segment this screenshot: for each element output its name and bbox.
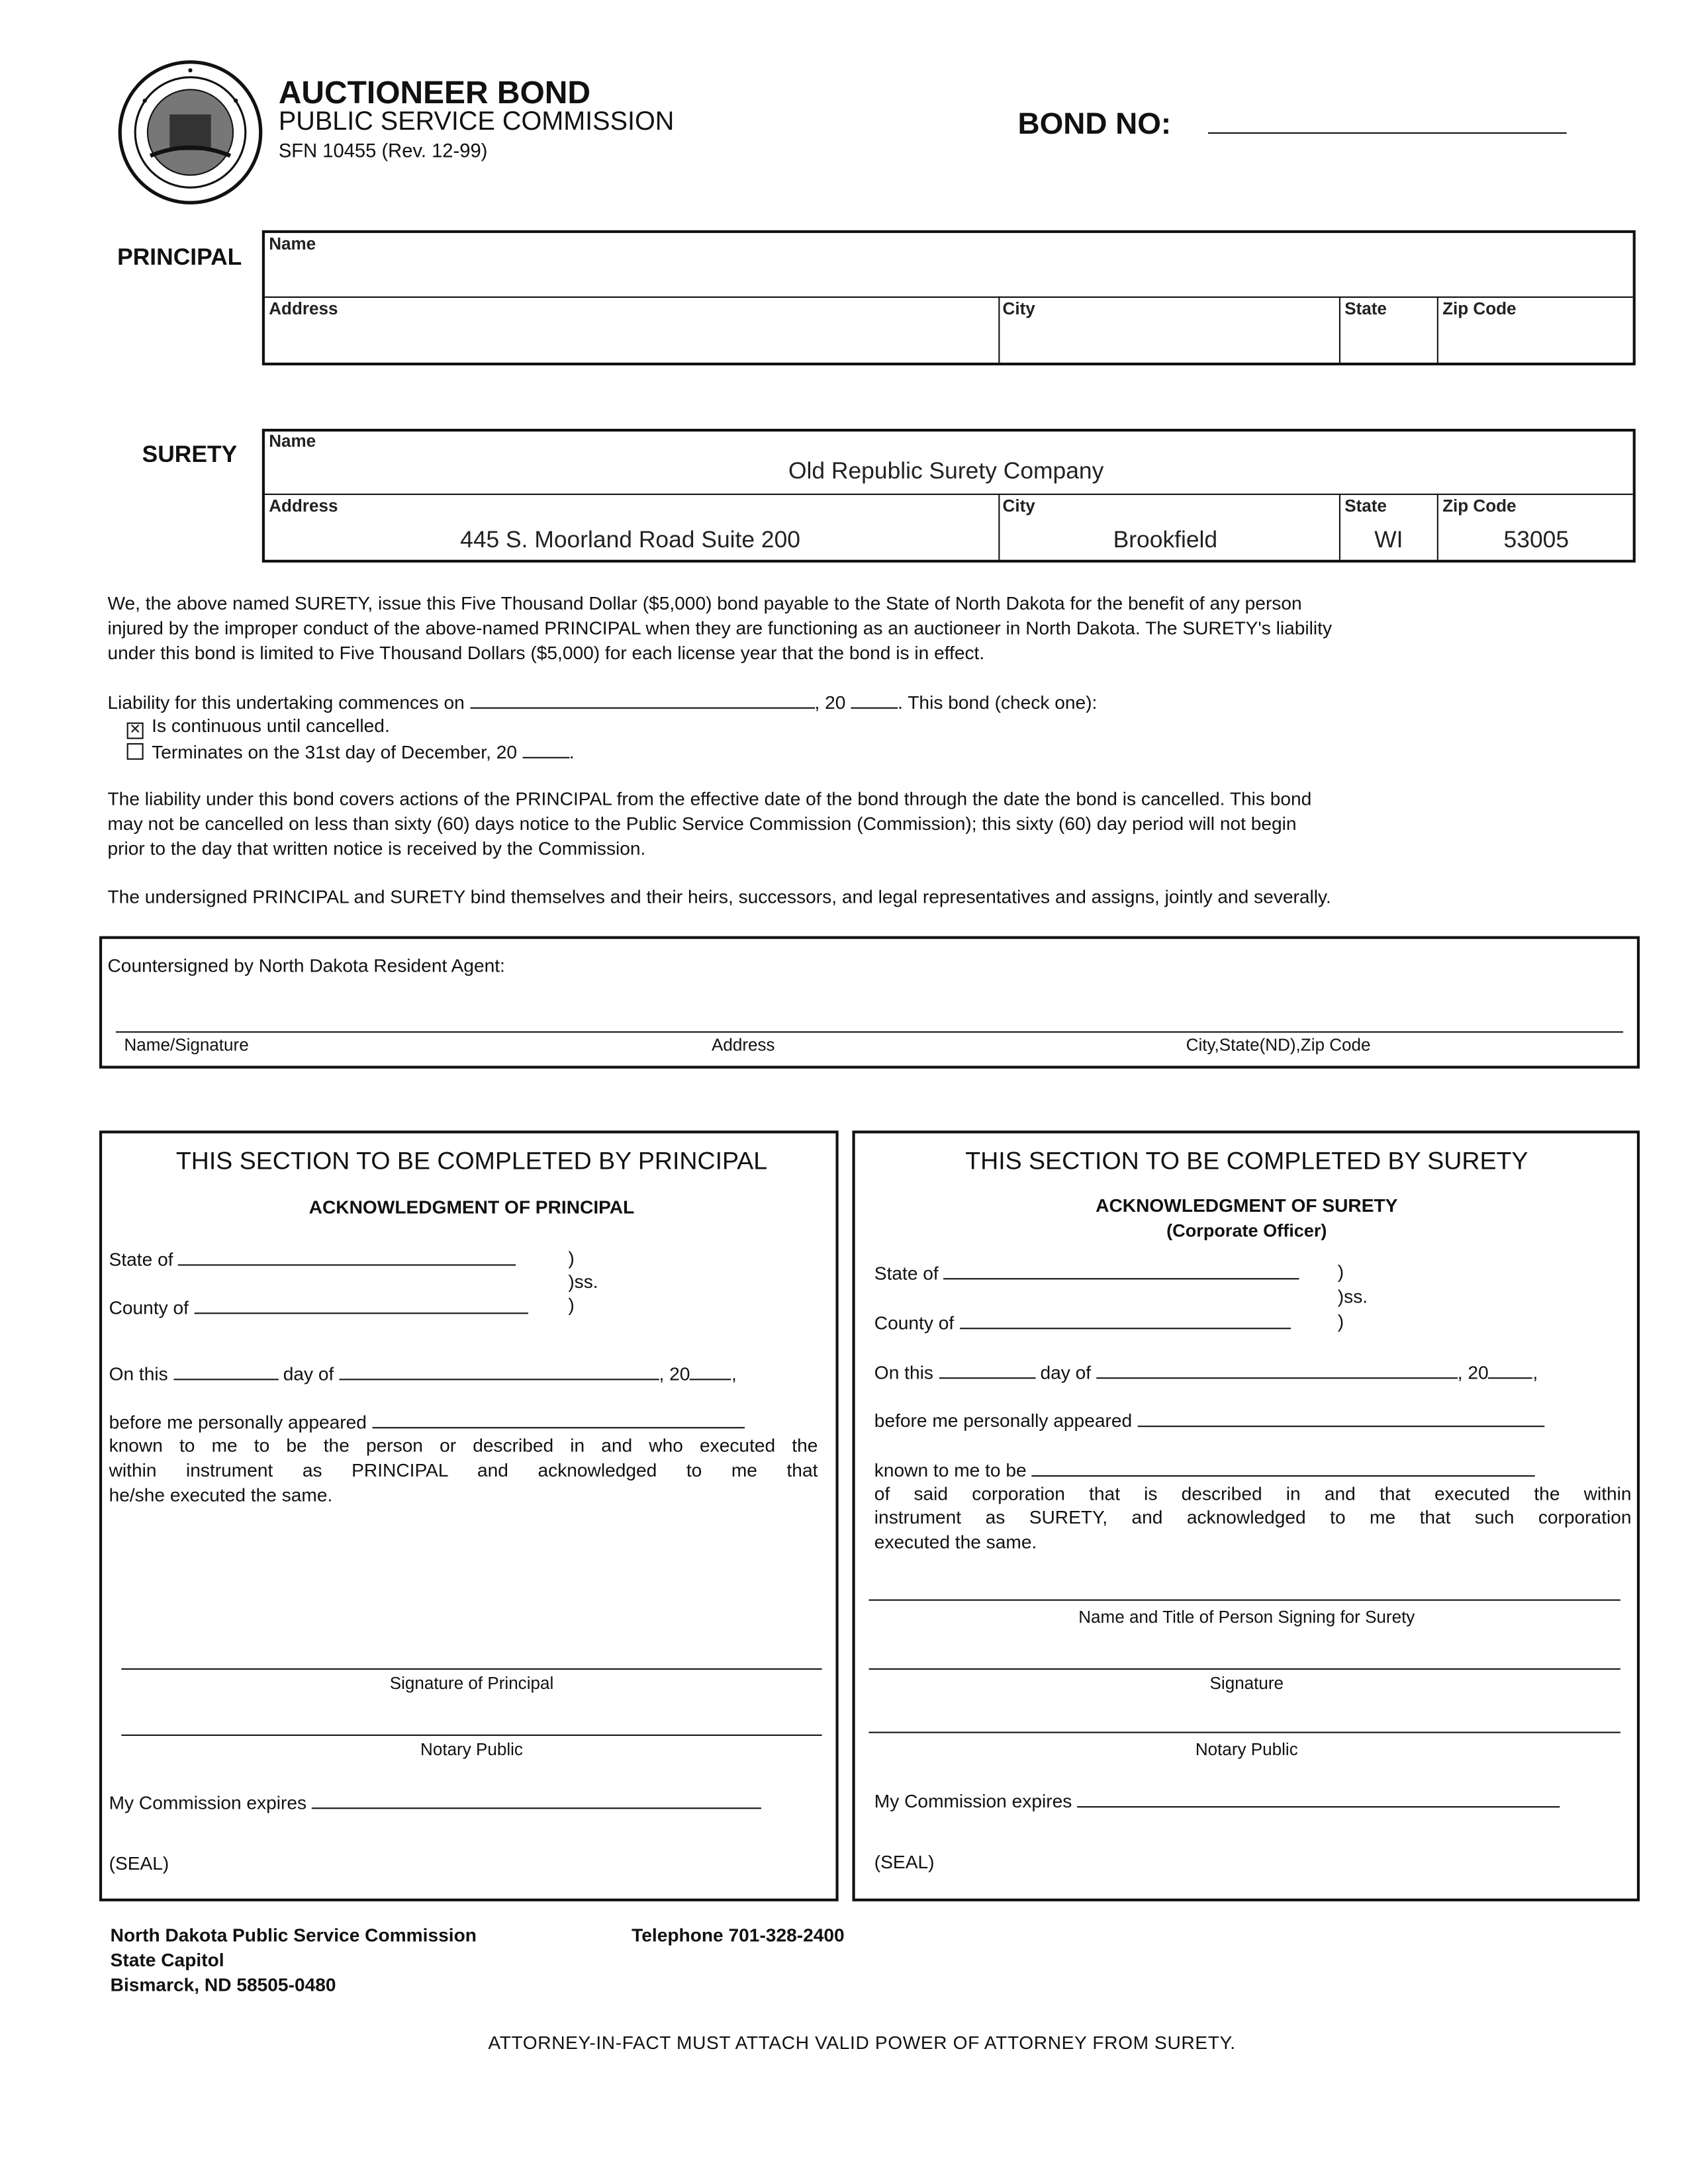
bond-no-field[interactable] bbox=[1208, 111, 1567, 134]
cancellation-terms-line-3: prior to the day that written notice is received by the Commission. bbox=[107, 838, 646, 859]
surety-state-of-field[interactable] bbox=[944, 1261, 1299, 1279]
day-of-label: day of bbox=[1040, 1362, 1092, 1383]
surety-seal-label: (SEAL) bbox=[874, 1851, 935, 1873]
principal-day-field[interactable] bbox=[173, 1362, 278, 1380]
principal-known-line-2: within instrument as PRINCIPAL and acknowledged to me that bbox=[109, 1460, 818, 1481]
surety-corp-line-2: instrument as SURETY, and acknowledged to me that such corporation bbox=[874, 1507, 1632, 1528]
surety-state-of bbox=[874, 1261, 1299, 1283]
commission-label: My Commission expires bbox=[109, 1792, 307, 1813]
principal-county-of bbox=[109, 1296, 528, 1318]
form-number: SFN 10455 (Rev. 12-99) bbox=[278, 139, 488, 161]
bond-terms-line-3: under this bond is limited to Five Thousand Dollars ($5,000) for each license year that the bond is in effect. bbox=[107, 642, 985, 664]
surety-ack-heading: ACKNOWLEDGMENT OF SURETY bbox=[1096, 1195, 1398, 1216]
surety-county-of bbox=[874, 1311, 1290, 1333]
surety-state-field[interactable]: WI bbox=[1374, 526, 1403, 553]
principal-address-label: Address bbox=[269, 299, 338, 319]
commission-label: My Commission expires bbox=[874, 1791, 1072, 1812]
principal-name-label: Name bbox=[269, 234, 316, 254]
principal-appeared-field[interactable] bbox=[372, 1410, 744, 1428]
year-prefix: , 20 bbox=[659, 1363, 690, 1385]
liability-suffix: . This bond (check one): bbox=[898, 692, 1098, 713]
liability-commence-line bbox=[107, 691, 1097, 713]
paren: ) bbox=[568, 1295, 575, 1316]
surety-signature-line[interactable] bbox=[868, 1668, 1620, 1670]
principal-signature-label: Signature of Principal bbox=[389, 1674, 554, 1694]
surety-city-label: City bbox=[1002, 496, 1035, 516]
surety-notary-label: Notary Public bbox=[1195, 1740, 1298, 1760]
surety-label: SURETY bbox=[142, 441, 238, 468]
state-of-label: State of bbox=[874, 1263, 939, 1284]
principal-year-field[interactable] bbox=[690, 1362, 731, 1380]
surety-section-heading: THIS SECTION TO BE COMPLETED BY SURETY bbox=[965, 1147, 1528, 1175]
cancellation-terms-line-2: may not be cancelled on less than sixty (60) days notice to the Public Service Commission (Commission); this sixty (60) day period will not begin bbox=[107, 813, 1297, 835]
paren: ) bbox=[1337, 1261, 1344, 1283]
surety-state-label: State bbox=[1344, 496, 1387, 516]
principal-commission-field[interactable] bbox=[312, 1791, 761, 1809]
surety-notary-line[interactable] bbox=[868, 1732, 1620, 1733]
surety-city-field[interactable]: Brookfield bbox=[1113, 526, 1218, 553]
surety-officer-title-field[interactable] bbox=[1032, 1459, 1535, 1477]
principal-notary-label: Notary Public bbox=[420, 1740, 523, 1760]
liability-year-prefix: , 20 bbox=[814, 692, 846, 713]
surety-corp-line-3: executed the same. bbox=[874, 1531, 1037, 1553]
bond-terms-line-2: injured by the improper conduct of the above-named PRINCIPAL when they are functioning as an auctioneer in North Dakota. The SURETY's liability bbox=[107, 617, 1333, 639]
principal-zip-label: Zip Code bbox=[1442, 299, 1517, 319]
surety-info-box bbox=[262, 429, 1636, 563]
appeared-label: before me personally appeared bbox=[109, 1412, 367, 1433]
countersign-address-label: Address bbox=[711, 1035, 775, 1055]
terminates-checkbox[interactable] bbox=[127, 743, 144, 760]
paren: ) bbox=[568, 1248, 575, 1269]
surety-name-label: Name bbox=[269, 432, 316, 451]
paren: ) bbox=[1337, 1311, 1344, 1332]
known-to-be-label: known to me to be bbox=[874, 1460, 1027, 1481]
on-this-label: On this bbox=[109, 1363, 168, 1385]
principal-appeared-line bbox=[109, 1410, 745, 1432]
principal-info-box bbox=[262, 230, 1636, 365]
surety-commission-line bbox=[874, 1790, 1560, 1811]
footer-address-2: Bismarck, ND 58505-0480 bbox=[110, 1974, 336, 1995]
option-continuous bbox=[107, 715, 389, 739]
surety-zip-field[interactable]: 53005 bbox=[1503, 526, 1570, 553]
option-terminates-label: Terminates on the 31st day of December, 20 bbox=[152, 741, 518, 763]
bond-terms-line-1: We, the above named SURETY, issue this Five Thousand Dollar ($5,000) bond payable to the State of North Dakota for the benefit of any person bbox=[107, 592, 1302, 614]
countersign-city-label: City,State(ND),Zip Code bbox=[1186, 1035, 1371, 1055]
principal-known-line-3: he/she executed the same. bbox=[109, 1484, 333, 1506]
county-of-label: County of bbox=[109, 1297, 189, 1318]
principal-state-of-field[interactable] bbox=[178, 1248, 516, 1265]
surety-name-field[interactable]: Old Republic Surety Company bbox=[788, 457, 1104, 484]
surety-address-field[interactable]: 445 S. Moorland Road Suite 200 bbox=[460, 526, 801, 553]
principal-state-label: State bbox=[1344, 299, 1387, 319]
state-seal-logo bbox=[117, 60, 263, 206]
surety-signature-label: Signature bbox=[1209, 1674, 1284, 1694]
surety-known-line bbox=[874, 1459, 1535, 1480]
bond-no-label: BOND NO: bbox=[1017, 106, 1172, 141]
countersign-name-label: Name/Signature bbox=[124, 1035, 249, 1055]
commence-date-field[interactable] bbox=[470, 691, 815, 709]
binding-statement: The undersigned PRINCIPAL and SURETY bind themselves and their heirs, successors, and legal representatives and assigns, jointly and severally. bbox=[107, 886, 1331, 907]
principal-signature-line[interactable] bbox=[121, 1668, 821, 1670]
principal-date-line: On this day of , 20 , bbox=[109, 1362, 737, 1384]
countersign-signature-line[interactable] bbox=[116, 1031, 1623, 1032]
principal-city-label: City bbox=[1002, 299, 1035, 319]
option-terminates: Terminates on the 31st day of December, 20 . bbox=[107, 741, 574, 762]
commence-year-field[interactable] bbox=[851, 691, 898, 709]
option-continuous-label: Is continuous until cancelled. bbox=[152, 715, 390, 737]
principal-state-of bbox=[109, 1248, 516, 1269]
surety-acknowledgment-section bbox=[852, 1130, 1640, 1901]
surety-day-field[interactable] bbox=[939, 1361, 1035, 1379]
form-title: AUCTIONEER BOND bbox=[278, 74, 591, 111]
countersign-title: Countersigned by North Dakota Resident Agent: bbox=[107, 955, 505, 976]
cancellation-terms-line-1: The liability under this bond covers actions of the PRINCIPAL from the effective date of the bond through the date the bond is cancelled. This bond bbox=[107, 788, 1312, 809]
liability-prefix: Liability for this undertaking commences on bbox=[107, 692, 465, 713]
footer-org: North Dakota Public Service Commission bbox=[110, 1925, 477, 1946]
surety-zip-label: Zip Code bbox=[1442, 496, 1517, 516]
footer-phone: Telephone 701-328-2400 bbox=[632, 1925, 845, 1946]
principal-notary-line[interactable] bbox=[121, 1735, 821, 1736]
appeared-label: before me personally appeared bbox=[874, 1410, 1133, 1432]
ss-label: )ss. bbox=[1337, 1286, 1368, 1307]
surety-name-title-line[interactable] bbox=[868, 1600, 1620, 1601]
surety-appeared-line bbox=[874, 1409, 1544, 1431]
principal-known-line-1: known to me to be the person or described in and who executed the bbox=[109, 1435, 818, 1456]
surety-name-title-label: Name and Title of Person Signing for Surety bbox=[1078, 1608, 1415, 1627]
footer-address-1: State Capitol bbox=[110, 1949, 224, 1971]
year-prefix: , 20 bbox=[1457, 1362, 1489, 1383]
countersign-box bbox=[99, 936, 1640, 1069]
day-of-label: day of bbox=[283, 1363, 334, 1385]
surety-month-field[interactable] bbox=[1096, 1361, 1458, 1379]
county-of-label: County of bbox=[874, 1312, 955, 1334]
surety-corp-line-1: of said corporation that is described in and that executed the within bbox=[874, 1483, 1632, 1504]
surety-year-field[interactable] bbox=[1489, 1361, 1533, 1379]
power-of-attorney-notice: ATTORNEY-IN-FACT MUST ATTACH VALID POWER OF ATTORNEY FROM SURETY. bbox=[488, 2032, 1236, 2054]
surety-county-of-field[interactable] bbox=[959, 1311, 1290, 1329]
principal-month-field[interactable] bbox=[339, 1362, 659, 1380]
agency-name: PUBLIC SERVICE COMMISSION bbox=[278, 107, 675, 137]
surety-appeared-field[interactable] bbox=[1137, 1409, 1544, 1427]
continuous-checkbox[interactable]: ✕ bbox=[127, 723, 144, 739]
state-of-label: State of bbox=[109, 1249, 173, 1270]
surety-commission-field[interactable] bbox=[1077, 1790, 1560, 1807]
principal-ack-heading: ACKNOWLEDGMENT OF PRINCIPAL bbox=[308, 1197, 635, 1218]
principal-commission-line bbox=[109, 1791, 761, 1813]
principal-seal-label: (SEAL) bbox=[109, 1852, 169, 1874]
ss-label: )ss. bbox=[568, 1271, 598, 1293]
surety-address-label: Address bbox=[269, 496, 338, 516]
principal-acknowledgment-section bbox=[99, 1130, 839, 1901]
principal-section-heading: THIS SECTION TO BE COMPLETED BY PRINCIPAL bbox=[175, 1147, 768, 1175]
surety-date-line: On this day of , 20 , bbox=[874, 1361, 1538, 1383]
principal-label: PRINCIPAL bbox=[117, 244, 242, 271]
surety-ack-subheading: (Corporate Officer) bbox=[1166, 1220, 1327, 1241]
terminates-year-field[interactable] bbox=[522, 741, 569, 758]
principal-county-of-field[interactable] bbox=[194, 1296, 528, 1314]
on-this-label: On this bbox=[874, 1362, 933, 1383]
